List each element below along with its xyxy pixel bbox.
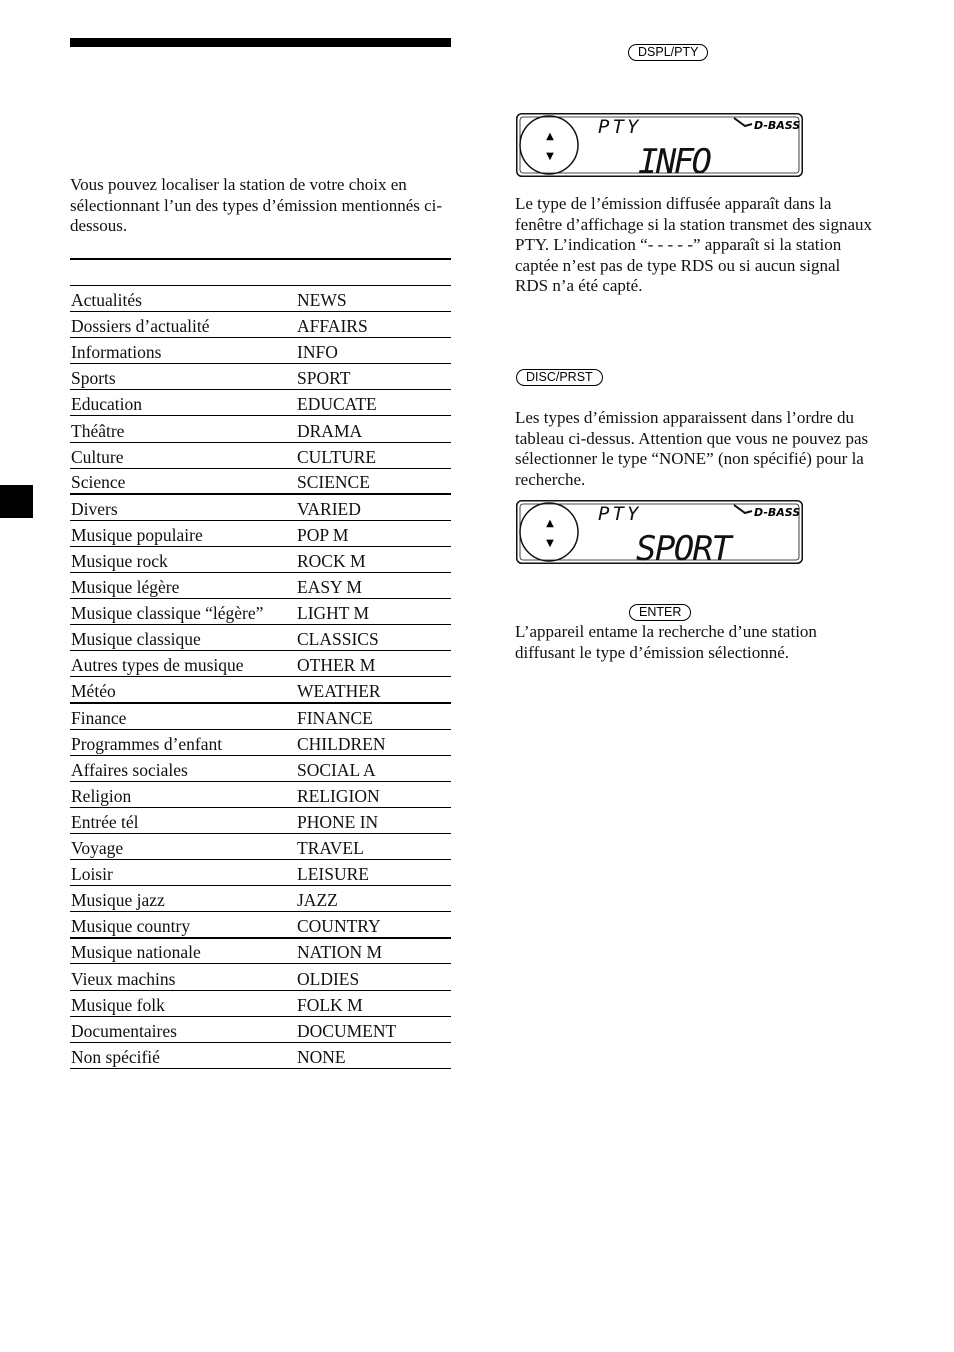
disc-prst-button[interactable]: DISC/PRST (516, 369, 603, 386)
pty-code: NONE (296, 1042, 451, 1068)
pty-code: RELIGION (296, 781, 451, 807)
pty-code: OTHER M (296, 651, 451, 677)
programme-type-fr: Théâtre (70, 416, 296, 442)
programme-type-fr: Vieux machins (70, 964, 296, 990)
programme-type-fr: Documentaires (70, 1016, 296, 1042)
up-arrow-icon: ▲ (546, 131, 554, 142)
lcd-mode-label: PTY (598, 503, 642, 525)
programme-type-fr: Affaires sociales (70, 755, 296, 781)
lcd-pty-value: INFO (638, 142, 718, 177)
enter-button[interactable]: ENTER (629, 604, 691, 621)
programme-type-fr: Musique rock (70, 546, 296, 572)
table-row (70, 364, 451, 390)
pty-code: AFFAIRS (296, 312, 451, 338)
table-row (70, 964, 451, 990)
pty-code: PHONE IN (296, 807, 451, 833)
programme-type-fr: Musique légère (70, 573, 296, 599)
table-row (70, 990, 451, 1016)
intro-paragraph: Vous pouvez localiser la station de votre choix en sélectionnant l’un des types d’émission mentionnés ci-dessous. (70, 175, 443, 235)
lcd-display-sport (516, 500, 803, 564)
pty-code: FINANCE (296, 703, 451, 729)
pty-code: SPORT (296, 364, 451, 390)
programme-type-fr: Voyage (70, 833, 296, 859)
pty-code: CLASSICS (296, 625, 451, 651)
table-row (70, 468, 451, 494)
dspl-pty-button[interactable]: DSPL/PTY (628, 44, 708, 61)
programme-type-fr: Musique nationale (70, 938, 296, 964)
programme-type-fr: Météo (70, 677, 296, 703)
lcd-pty-value: SPORT (636, 529, 738, 564)
down-arrow-icon: ▼ (546, 151, 554, 162)
table-row (70, 807, 451, 833)
pty-code: NATION M (296, 938, 451, 964)
table-row (70, 312, 451, 338)
pty-code: LIGHT M (296, 599, 451, 625)
programme-type-fr: Culture (70, 442, 296, 468)
programme-type-fr: Entrée tél (70, 807, 296, 833)
svg-text:D-BASS: D-BASS (754, 506, 801, 519)
programme-type-fr: Non spécifié (70, 1042, 296, 1068)
step1-description: Le type de l’émission diffusée apparaît dans la fenêtre d’affichage si la station transmet des signaux PTY. L’indication “- - - - -” apparaît si la station captée n’est pas de type RDS ou si aucun signal RDS n’a été capté. (515, 194, 873, 295)
programme-type-fr: Musique classique “légère” (70, 599, 296, 625)
pty-code: EASY M (296, 573, 451, 599)
programme-type-fr: Education (70, 390, 296, 416)
pty-code: INFO (296, 338, 451, 364)
svg-text:D-BASS: D-BASS (754, 119, 801, 132)
pty-table (70, 285, 451, 1069)
programme-type-fr: Loisir (70, 860, 296, 886)
table-row (70, 651, 451, 677)
table-row (70, 416, 451, 442)
pty-code: ROCK M (296, 546, 451, 572)
programme-type-fr: Musique classique (70, 625, 296, 651)
programme-type-fr: Finance (70, 703, 296, 729)
table-row (70, 912, 451, 938)
table-row (70, 338, 451, 364)
pty-code: COUNTRY (296, 912, 451, 938)
table-row (70, 442, 451, 468)
pty-code: VARIED (296, 494, 451, 520)
pty-code: SCIENCE (296, 468, 451, 494)
table-row (70, 703, 451, 729)
pty-code: WEATHER (296, 677, 451, 703)
pty-code: FOLK M (296, 990, 451, 1016)
pty-code: POP M (296, 520, 451, 546)
up-arrow-icon: ▲ (546, 518, 554, 529)
step2-description: Les types d’émission apparaissent dans l’ordre du tableau ci-dessus. Attention que vous ne pouvez pas sélectionner le type “NONE” (non spécifié) pour la recherche. (515, 408, 869, 489)
table-row (70, 520, 451, 546)
pty-code: OLDIES (296, 964, 451, 990)
programme-type-fr: Sports (70, 364, 296, 390)
table-row (70, 755, 451, 781)
lcd-display-info (516, 113, 803, 177)
table-row (70, 1016, 451, 1042)
programme-type-fr: Programmes d’enfant (70, 729, 296, 755)
table-row (70, 781, 451, 807)
pty-code: NEWS (296, 286, 451, 312)
pty-code: CHILDREN (296, 729, 451, 755)
programme-type-fr: Dossiers d’actualité (70, 312, 296, 338)
step3-description: L’appareil entame la recherche d’une station diffusant le type d’émission sélectionné. (515, 622, 817, 662)
table-row (70, 860, 451, 886)
table-row (70, 546, 451, 572)
programme-type-fr: Autres types de musique (70, 651, 296, 677)
pty-code: JAZZ (296, 886, 451, 912)
table-row (70, 390, 451, 416)
pty-code: DOCUMENT (296, 1016, 451, 1042)
pty-code: CULTURE (296, 442, 451, 468)
programme-type-fr: Science (70, 468, 296, 494)
programme-type-fr: Divers (70, 494, 296, 520)
lcd-mode-label: PTY (598, 116, 642, 138)
pty-code: TRAVEL (296, 833, 451, 859)
table-row (70, 1042, 451, 1068)
table-row (70, 938, 451, 964)
table-row (70, 494, 451, 520)
programme-type-fr: Musique jazz (70, 886, 296, 912)
table-row (70, 729, 451, 755)
programme-type-fr: Musique populaire (70, 520, 296, 546)
pty-code: EDUCATE (296, 390, 451, 416)
table-row (70, 573, 451, 599)
programme-type-fr: Musique country (70, 912, 296, 938)
table-top-rule (70, 258, 451, 260)
table-row (70, 833, 451, 859)
table-row (70, 286, 451, 312)
pty-code: SOCIAL A (296, 755, 451, 781)
programme-type-fr: Musique folk (70, 990, 296, 1016)
programme-type-fr: Informations (70, 338, 296, 364)
table-row (70, 886, 451, 912)
table-row (70, 677, 451, 703)
table-row (70, 599, 451, 625)
programme-type-fr: Actualités (70, 286, 296, 312)
section-header-bar (70, 38, 451, 47)
pty-code: DRAMA (296, 416, 451, 442)
pty-code: LEISURE (296, 860, 451, 886)
chapter-tab-marker (0, 485, 33, 518)
table-row (70, 625, 451, 651)
down-arrow-icon: ▼ (546, 538, 554, 549)
programme-type-fr: Religion (70, 781, 296, 807)
